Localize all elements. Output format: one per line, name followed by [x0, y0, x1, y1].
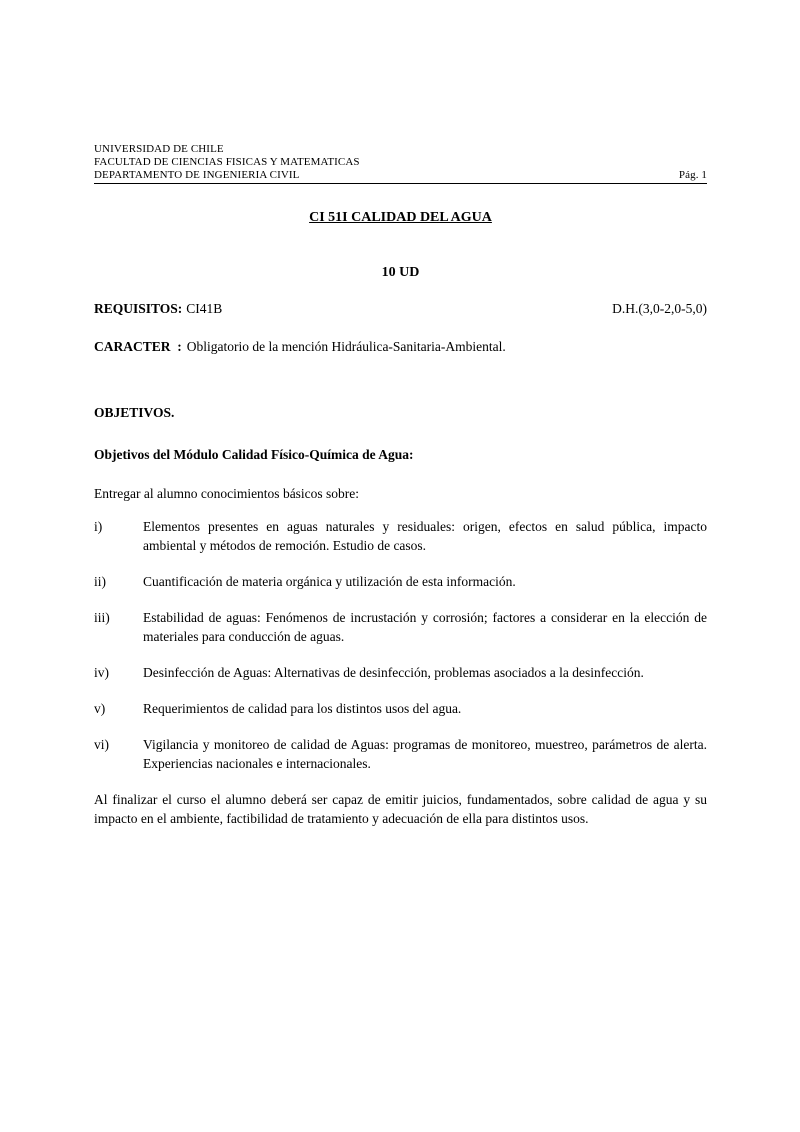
- page-number: Pág. 1: [678, 169, 707, 181]
- list-item: [94, 663, 707, 682]
- list-item-text: Elementos presentes en aguas naturales y residuales: origen, efectos en salud pública, impacto ambiental y métodos de remoción. Estudio de casos.: [143, 519, 711, 553]
- document-header: [94, 143, 707, 184]
- requisitos-value: CI41B: [186, 301, 223, 316]
- header-department-row: [94, 169, 707, 184]
- list-item: [94, 699, 707, 718]
- document-page: [94, 143, 714, 828]
- caracter-row: [94, 337, 707, 356]
- list-item: [94, 572, 707, 591]
- requisitos-row: [94, 299, 707, 318]
- intro-paragraph: Entregar al alumno conocimientos básicos sobre:: [94, 486, 360, 501]
- list-item-marker: iv): [94, 665, 109, 680]
- list-item-text: Requerimientos de calidad para los distintos usos del agua.: [143, 701, 462, 716]
- requisitos-label: REQUISITOS:: [94, 301, 183, 316]
- closing-paragraph: Al finalizar el curso el alumno deberá ser capaz de emitir juicios, fundamentados, sobre calidad de agua y su impacto en el ambiente, factibilidad de tratamiento y adecuación de ella para distintos usos.: [94, 792, 707, 826]
- list-item: [94, 517, 711, 555]
- list-item-marker: i): [94, 519, 103, 534]
- objective-list: [94, 517, 714, 773]
- list-item-text: Desinfección de Aguas: Alternativas de desinfección, problemas asociados a la desinfección.: [143, 665, 644, 680]
- modulo-heading: Objetivos del Módulo Calidad Físico-Química de Agua:: [94, 447, 414, 462]
- caracter-label: CARACTER :: [94, 339, 182, 354]
- list-item: [94, 608, 711, 646]
- list-item-marker: ii): [94, 574, 106, 589]
- course-title-text: CI 51I CALIDAD DEL AGUA: [309, 210, 492, 225]
- list-item: [94, 735, 714, 773]
- dh-value: D.H.(3,0-2,0-5,0): [612, 301, 707, 316]
- course-title: [94, 208, 707, 227]
- header-faculty: FACULTAD DE CIENCIAS FISICAS Y MATEMATICAS: [94, 156, 360, 168]
- list-item-text: Estabilidad de aguas: Fenómenos de incrustación y corrosión; factores a considerar en la elección de materiales para conducción de aguas.: [143, 610, 711, 644]
- list-item-marker: v): [94, 701, 106, 716]
- list-item-text: Vigilancia y monitoreo de calidad de Aguas: programas de monitoreo, muestreo, parámetros de alerta. Experiencias nacionales e internacionales.: [143, 737, 714, 771]
- ud-line: 10 UD: [381, 265, 420, 280]
- header-university: UNIVERSIDAD DE CHILE: [94, 143, 224, 155]
- list-item-marker: iii): [94, 610, 110, 625]
- objetivos-heading: OBJETIVOS.: [94, 405, 175, 420]
- list-item-text: Cuantificación de materia orgánica y utilización de esta información.: [143, 574, 516, 589]
- requisitos: [94, 299, 222, 318]
- list-item-marker: vi): [94, 737, 109, 752]
- caracter-value: Obligatorio de la mención Hidráulica-Sanitaria-Ambiental.: [186, 339, 506, 354]
- header-department: DEPARTAMENTO DE INGENIERIA CIVIL: [94, 169, 300, 181]
